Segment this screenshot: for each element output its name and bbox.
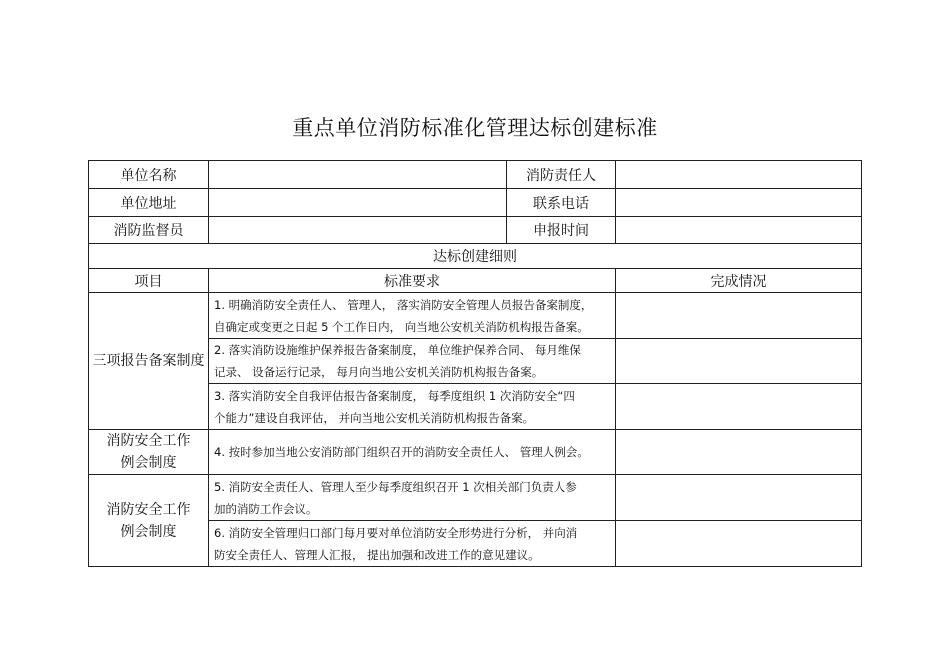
requirement-cell xyxy=(209,339,616,384)
section-header-row xyxy=(89,244,862,269)
info-label-unit-name: 单位名称 xyxy=(89,161,209,189)
section-header: 达标创建细则 xyxy=(89,244,862,269)
requirement-line: 1. 明确消防安全责任人、 管理人， 落实消防安全管理人员报告备案制度， xyxy=(214,297,593,312)
info-row xyxy=(89,161,862,189)
table-row xyxy=(89,475,862,521)
info-label-responsible-person: 消防责任人 xyxy=(507,161,616,189)
column-header-status: 完成情况 xyxy=(616,269,862,293)
status-cell[interactable] xyxy=(616,293,862,339)
column-header-requirement: 标准要求 xyxy=(209,269,616,293)
info-value-responsible-person[interactable] xyxy=(616,161,862,189)
requirement-line: 加的消防工作会议。 xyxy=(214,501,318,516)
status-cell[interactable] xyxy=(616,475,862,521)
requirement-line: 2. 落实消防设施维护保养报告备案制度， 单位维护保养合同、 每月维保 xyxy=(214,343,581,357)
category-cell xyxy=(89,293,209,430)
category-label-line: 例会制度 xyxy=(120,455,177,471)
requirement-cell xyxy=(209,475,616,521)
info-value-unit-address[interactable] xyxy=(209,189,507,217)
column-header-row xyxy=(89,269,862,293)
requirement-line: 个能力”建设自我评估， 并向当地公安机关消防机构报告备案。 xyxy=(214,410,535,425)
info-row xyxy=(89,217,862,244)
category-cell xyxy=(89,430,209,475)
table-row xyxy=(89,293,862,339)
document-title: 重点单位消防标准化管理达标创建标准 xyxy=(292,116,658,140)
requirement-line: 防安全责任人、管理人汇报， 提出加强和改进工作的意见建议。 xyxy=(214,547,540,562)
info-value-phone[interactable] xyxy=(616,189,862,217)
requirement-cell xyxy=(209,293,616,339)
status-cell[interactable] xyxy=(616,430,862,475)
requirement-line: 6. 消防安全管理归口部门每月要对单位消防安全形势进行分析， 并向消 xyxy=(214,525,578,540)
column-header-item: 项目 xyxy=(89,269,209,293)
standards-table xyxy=(88,160,862,567)
requirement-line: 4. 按时参加当地公安消防部门组织召开的消防安全责任人、 管理人例会。 xyxy=(214,445,589,459)
table-row xyxy=(89,430,862,475)
requirement-line: 记录、 设备运行记录， 每月向当地公安机关消防机构报告备案。 xyxy=(214,365,544,379)
requirement-cell xyxy=(209,384,616,430)
info-value-report-time[interactable] xyxy=(616,217,862,244)
info-row xyxy=(89,189,862,217)
category-label-line: 消防安全工作 xyxy=(106,501,191,518)
status-cell[interactable] xyxy=(616,521,862,567)
category-cell xyxy=(89,475,209,567)
info-label-report-time: 申报时间 xyxy=(507,217,616,244)
requirement-cell xyxy=(209,521,616,567)
category-label-line: 消防安全工作 xyxy=(106,433,191,449)
info-label-phone: 联系电话 xyxy=(507,189,616,217)
info-value-unit-name[interactable] xyxy=(209,161,507,189)
info-label-supervisor: 消防监督员 xyxy=(89,217,209,244)
requirement-line: 3. 落实消防安全自我评估报告备案制度， 每季度组织 1 次消防安全“四 xyxy=(214,388,575,403)
requirement-cell xyxy=(209,430,616,475)
status-cell[interactable] xyxy=(616,384,862,430)
status-cell[interactable] xyxy=(616,339,862,384)
requirement-line: 5. 消防安全责任人、管理人至少每季度组织召开 1 次相关部门负责人参 xyxy=(214,479,577,494)
info-value-supervisor[interactable] xyxy=(209,217,507,244)
category-label: 三项报告备案制度 xyxy=(92,353,205,369)
category-label-line: 例会制度 xyxy=(120,523,177,540)
requirement-line: 自确定或变更之日起 5 个工作日内， 向当地公安机关消防机构报告备案。 xyxy=(214,319,589,334)
info-label-unit-address: 单位地址 xyxy=(89,189,209,217)
